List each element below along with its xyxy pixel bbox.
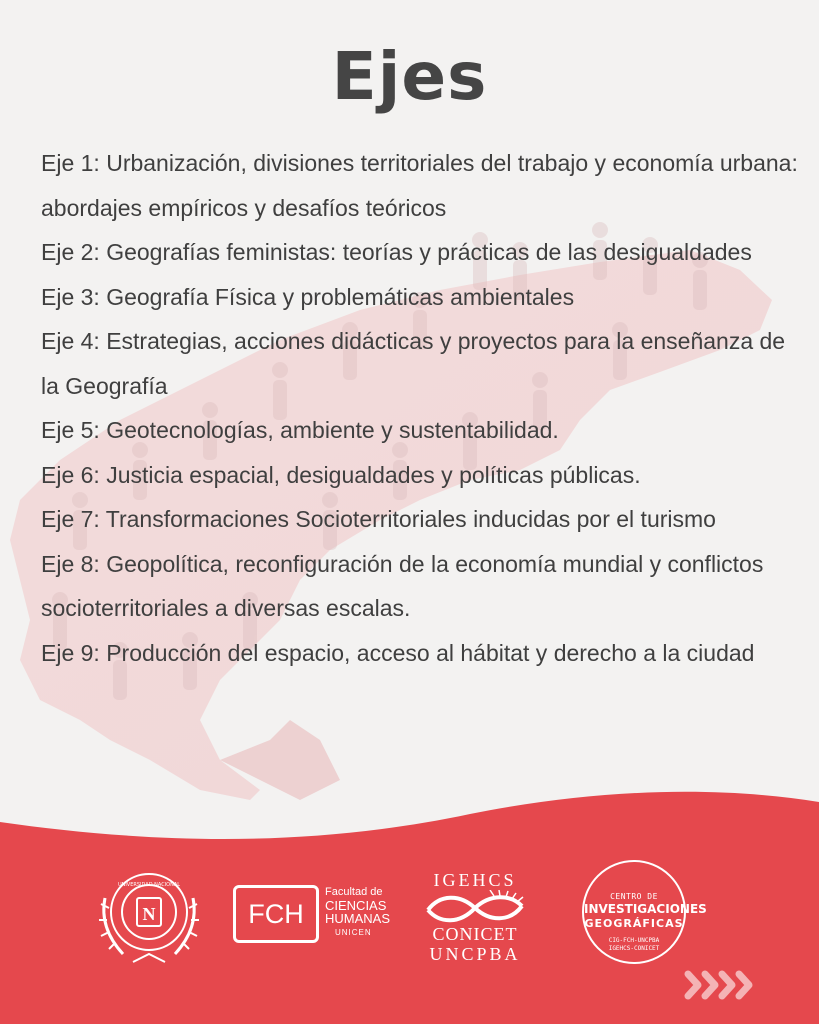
fch-line-4: UNICEN — [335, 927, 372, 937]
axis-item-8: Eje 8: Geopolítica, reconfiguración de la economía mundial y conflictos socioterritoriales a diversas escalas. — [41, 550, 764, 621]
axis-item-9: Eje 9: Producción del espacio, acceso al hábitat y derecho a la ciudad — [41, 639, 755, 666]
igehcs-bottom-text: UNCPBA — [429, 944, 521, 964]
igehcs-top-text: IGEHCS — [433, 870, 517, 890]
cig-line-4: CIG-FCH-UNCPBA — [608, 937, 660, 944]
igehcs-swoosh-icon — [420, 890, 530, 926]
svg-text:UNIVERSIDAD NACIONAL: UNIVERSIDAD NACIONAL — [117, 882, 181, 888]
fch-logo — [233, 885, 393, 947]
cig-line-2: INVESTIGACIONES — [584, 902, 707, 916]
fch-logo-text — [325, 887, 395, 937]
cig-line-5: IGEHCS-CONICET — [608, 945, 660, 952]
igehcs-logo — [420, 870, 530, 964]
next-chevrons-icon[interactable] — [683, 966, 759, 1004]
fch-line-2: CIENCIAS — [325, 897, 387, 913]
fch-line-1: Facultad de — [325, 886, 383, 898]
igehcs-middle-text: CONICET — [432, 924, 518, 944]
university-seal-icon — [93, 858, 205, 970]
axis-item-4: Eje 4: Estrategias, acciones didácticas y proyectos para la enseñanza de la Geografía — [41, 328, 786, 399]
fch-line-3: HUMANAS — [325, 911, 391, 927]
axis-item-3: Eje 3: Geografía Física y problemáticas ambientales — [41, 283, 575, 310]
axis-item-6: Eje 6: Justicia espacial, desigualdades y políticas públicas. — [41, 461, 641, 488]
fch-logo-mark: FCH — [233, 885, 319, 943]
cig-line-1: CENTRO DE — [610, 892, 658, 901]
svg-text:N: N — [142, 904, 156, 924]
axis-item-2: Eje 2: Geografías feministas: teorías y prácticas de las desigualdades — [41, 239, 752, 265]
cig-logo — [582, 860, 707, 964]
axis-item-5: Eje 5: Geotecnologías, ambiente y sustentabilidad. — [41, 417, 559, 443]
axis-item-7: Eje 7: Transformaciones Socioterritoriales inducidas por el turismo — [41, 506, 716, 532]
cig-line-3: GEOGRÁFICAS — [584, 917, 684, 930]
page-title: Ejes — [331, 38, 488, 115]
axis-item-1: Eje 1: Urbanización, divisiones territoriales del trabajo y economía urbana: abordajes empíricos y desafíos teóricos — [41, 150, 798, 221]
axes-list — [41, 141, 801, 675]
